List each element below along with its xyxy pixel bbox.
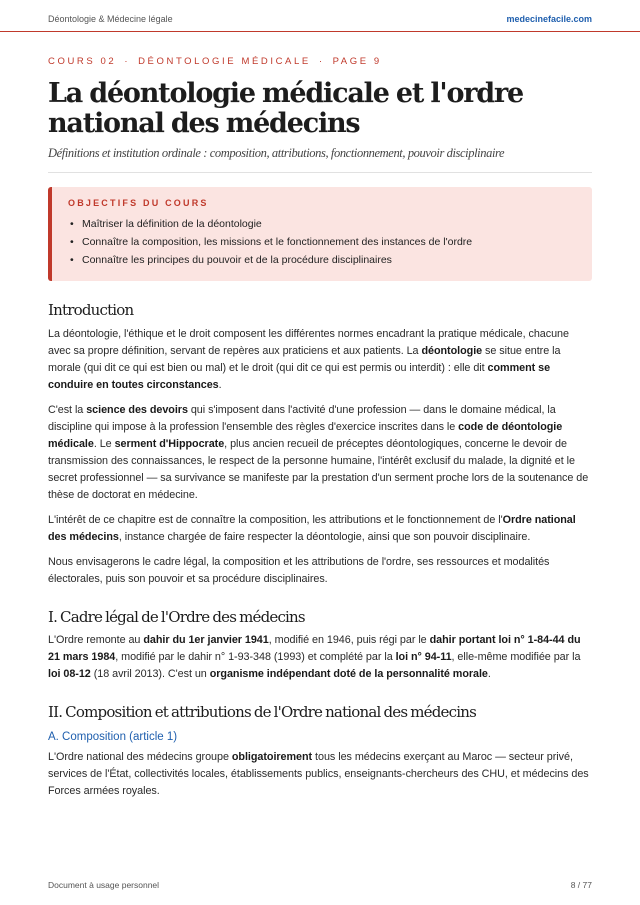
bold-text: dahir portant loi n° 1-84-44 du 21 mars 1984 — [48, 634, 581, 663]
section-2a-paragraph — [48, 749, 592, 800]
objectives-title: OBJECTIFS DU COURS — [68, 198, 209, 208]
header-course-name: Déontologie & Médecine légale — [48, 14, 173, 24]
section-1-heading: I. Cadre légal de l'Ordre des médecins — [48, 608, 305, 626]
text-run: . — [487, 668, 491, 680]
text-run: C'est la — [48, 404, 87, 416]
eyebrow-topic: DÉONTOLOGIE MÉDICALE — [138, 56, 311, 67]
bold-text: Ordre national des médecins — [48, 514, 576, 543]
section-1-paragraph — [48, 632, 592, 683]
objective-item: • Connaître la composition, les missions et le fonctionnement des instances de l'ordre — [68, 233, 576, 251]
objective-item: • Connaître les principes du pouvoir et de la procédure disciplinaires — [68, 251, 576, 269]
bold-text: obligatoirement — [231, 751, 313, 763]
intro-paragraph-2 — [48, 402, 592, 504]
text-run: L'Ordre remonte au — [48, 634, 144, 646]
text-run: . Le — [93, 438, 115, 450]
bold-text: déontologie — [421, 345, 483, 357]
text-run: se situe entre la morale (qui dit ce qui est bien ou mal) et le droit (qui dit ce qui est permis ou interdit) : elle dit — [48, 345, 561, 374]
page-number: 8 / 77 — [570, 880, 592, 890]
text-run: , modifié par le dahir n° 1-93-348 (1993) et complété par la — [115, 651, 396, 663]
bold-text: serment d'Hippocrate — [114, 438, 225, 450]
eyebrow-page: PAGE 9 — [332, 56, 382, 67]
text-run: qui s'imposent dans l'activité d'une profession — dans le domaine médical, la discipline qui impose à la profession l'ensemble des règles d'exercice inscrites dans le — [48, 404, 556, 433]
text-run: , modifié en 1946, puis régi par le — [268, 634, 430, 646]
text-run: La déontologie, l'éthique et le droit composent les différentes normes encadrant la pratique médicale, chacune avec sa propre définition, servant de repères aux praticiens et aux patients. La — [48, 328, 569, 357]
objectives-list — [68, 215, 576, 269]
eyebrow-course: COURS 02 — [48, 56, 117, 67]
bold-text: loi 08-12 — [48, 668, 91, 680]
bold-text: organisme indépendant doté de la personnalité morale — [209, 668, 488, 680]
text-run: L'Ordre national des médecins groupe — [48, 751, 232, 763]
bold-text: dahir du 1er janvier 1941 — [143, 634, 269, 646]
section-2-heading: II. Composition et attributions de l'Ordre national des médecins — [48, 703, 476, 721]
intro-paragraph-1 — [48, 326, 592, 394]
bold-text: science des devoirs — [86, 404, 188, 416]
section-2a-heading: A. Composition (article 1) — [48, 731, 178, 743]
bold-text: comment se conduire en toutes circonstances — [48, 362, 551, 391]
intro-heading: Introduction — [48, 301, 134, 319]
text-run: L'intérêt de ce chapitre est de connaître la composition, les attributions et le fonctionnement de l' — [48, 514, 503, 526]
page-footer — [0, 870, 640, 905]
eyebrow — [48, 56, 592, 68]
text-run: , instance chargée de faire respecter la déontologie, ainsi que son pouvoir disciplinaire. — [118, 531, 531, 543]
divider — [48, 172, 592, 173]
text-run: tous les médecins exerçant au Maroc — secteur privé, services de l'État, collectivités locales, établissements publics, enseignants-chercheurs des CHU, et médecins des Forces armées royales. — [48, 751, 589, 797]
page-title: La déontologie médicale et l'ordre national des médecins — [48, 78, 523, 139]
text-run: . — [218, 379, 222, 391]
eyebrow-separator: · — [318, 56, 325, 67]
text-run: , elle-même modifiée par la — [451, 651, 581, 663]
text-run: (18 avril 2013). C'est un — [90, 668, 210, 680]
bold-text: loi n° 94-11 — [395, 651, 452, 663]
bold-text: code de déontologie médicale — [48, 421, 563, 450]
intro-paragraph-3 — [48, 512, 592, 546]
header-site-link[interactable]: medecinefacile.com — [506, 14, 592, 24]
text-run: , plus ancien recueil de préceptes déontologiques, concerne le devoir de transmission des connaissances, le respect de la personne humaine, l'intérêt exclusif du malade, la dignité et le secret professionnel — sa survivance se manifeste par la prestation d'un serment proche lors de la soutenance de thèse de doctorat en médecine. — [48, 438, 589, 501]
page-header — [0, 0, 640, 32]
footer-note: Document à usage personnel — [48, 880, 160, 890]
objectives-box — [48, 187, 592, 281]
eyebrow-separator: · — [124, 56, 131, 67]
objective-item: • Maîtriser la définition de la déontologie — [68, 215, 576, 233]
page-content — [48, 56, 592, 800]
intro-paragraph-4: Nous envisagerons le cadre légal, la composition et les attributions de l'ordre, ses ressources et modalités électorales, puis son pouvoir et sa procédure disciplinaires. — [48, 556, 550, 585]
page-subtitle: Définitions et institution ordinale : composition, attributions, fonctionnement, pouvoir disciplinaire — [48, 146, 505, 160]
